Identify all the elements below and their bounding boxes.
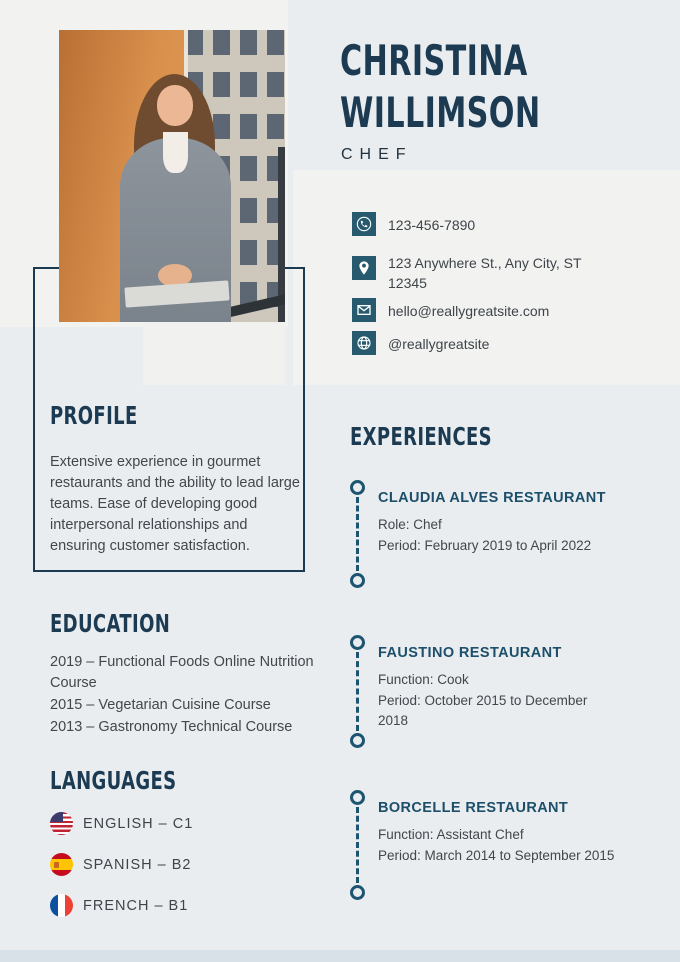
email-text: hello@reallygreatsite.com xyxy=(388,303,550,319)
experience-role: Function: Assistant Chef xyxy=(378,827,524,842)
job-title: CHEF xyxy=(341,146,413,163)
experience-name: CLAUDIA ALVES RESTAURANT xyxy=(378,490,606,506)
timeline-dot-icon xyxy=(350,573,365,588)
first-name: CHRISTINA xyxy=(340,36,528,85)
education-list xyxy=(50,652,322,739)
language-label: SPANISH – B2 xyxy=(83,857,192,873)
address-text: 123 Anywhere St., Any City, ST 12345 xyxy=(388,255,582,291)
france-flag-icon xyxy=(50,894,73,917)
profile-heading: PROFILE xyxy=(50,401,138,430)
experience-period: Period: February 2019 to April 2022 xyxy=(378,537,592,553)
photo-person-shirt xyxy=(163,132,188,173)
experience-period: Period: March 2014 to September 2015 xyxy=(378,847,615,863)
footer-strip xyxy=(0,950,680,962)
experience-role: Function: Cook xyxy=(378,672,469,687)
experience-body xyxy=(378,645,630,732)
experience-body xyxy=(378,490,630,556)
language-label: FRENCH – B1 xyxy=(83,898,189,914)
phone-number: 123-456-7890 xyxy=(388,217,476,233)
education-item: 2013 – Gastronomy Technical Course xyxy=(50,719,293,735)
timeline-dot-icon xyxy=(350,635,365,650)
education-item: 2019 – Functional Foods Online Nutrition Course xyxy=(50,654,314,691)
profile-text: Extensive experience in gourmet restaurants and the ability to lead large teams. Ease of developing good interpersonal relationships and ensuring customer satisfaction. xyxy=(50,454,300,554)
timeline-dot-icon xyxy=(350,733,365,748)
experiences-heading: EXPERIENCES xyxy=(350,422,493,451)
phone-icon xyxy=(352,212,376,236)
timeline-dot-icon xyxy=(350,885,365,900)
timeline-dot-icon xyxy=(350,790,365,805)
website-text: @reallygreatsite xyxy=(388,336,490,352)
timeline-dash xyxy=(356,807,359,883)
timeline-dash xyxy=(356,652,359,731)
last-name: WILLIMSON xyxy=(340,88,541,137)
location-icon xyxy=(352,256,376,280)
experience-name: FAUSTINO RESTAURANT xyxy=(378,645,562,661)
language-label: ENGLISH – C1 xyxy=(83,816,194,832)
globe-icon xyxy=(352,331,376,355)
experience-body xyxy=(378,800,630,866)
education-item: 2015 – Vegetarian Cuisine Course xyxy=(50,697,271,713)
education-heading: EDUCATION xyxy=(50,609,171,638)
profile-photo xyxy=(59,30,285,322)
languages-heading: LANGUAGES xyxy=(50,766,177,795)
timeline-dash xyxy=(356,497,359,571)
experience-name: BORCELLE RESTAURANT xyxy=(378,800,569,816)
experience-role: Role: Chef xyxy=(378,517,442,532)
timeline-dot-icon xyxy=(350,480,365,495)
email-icon xyxy=(352,298,376,322)
experience-period: Period: October 2015 to December 2018 xyxy=(378,692,588,728)
us-flag-icon xyxy=(50,812,73,835)
spain-flag-icon xyxy=(50,853,73,876)
